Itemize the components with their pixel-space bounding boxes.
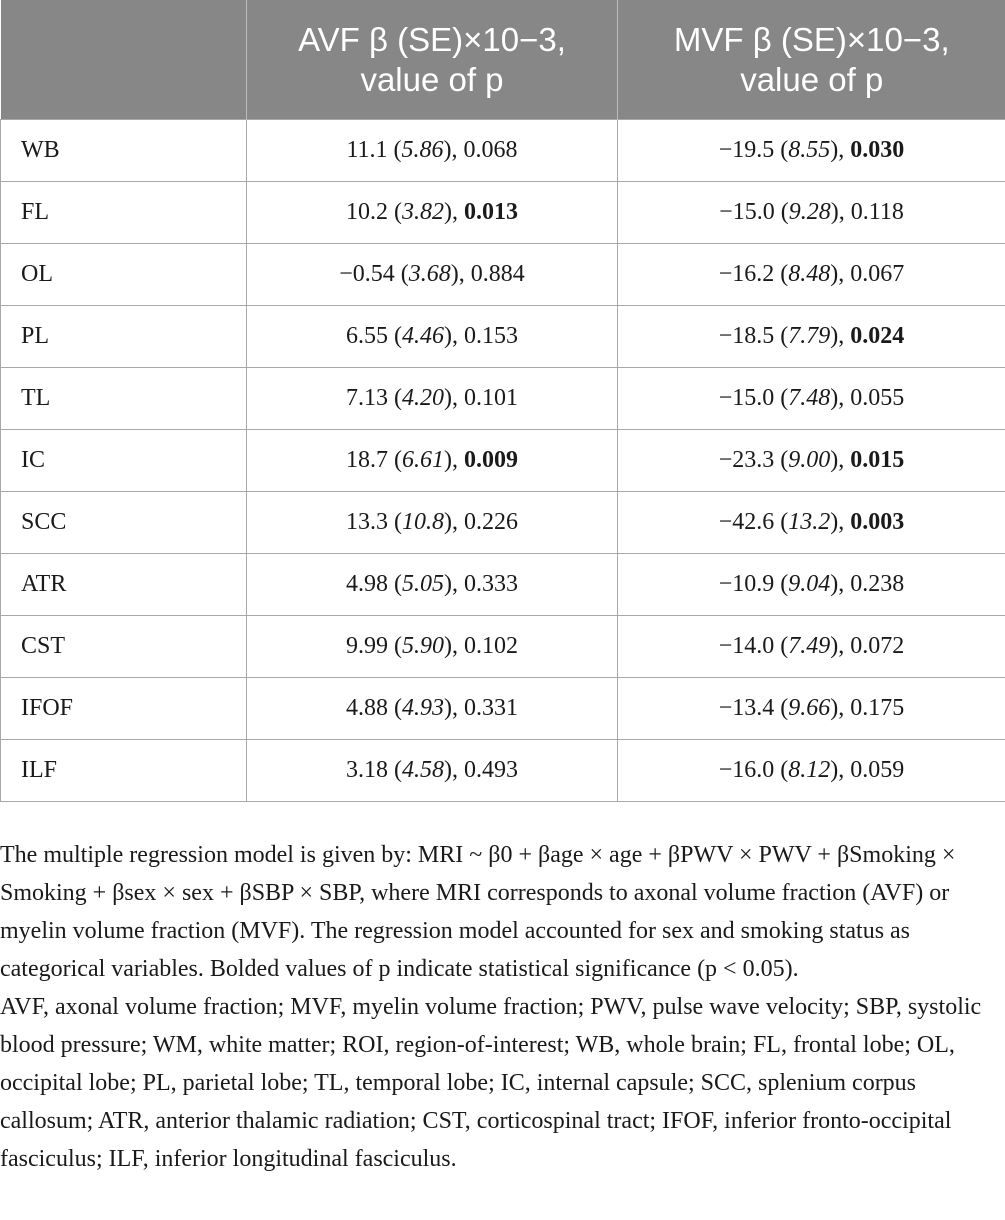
table-row xyxy=(1,740,1005,802)
mvf-p: 0.175 xyxy=(850,695,905,721)
mvf-beta: −18.5 xyxy=(718,323,775,349)
avf-p: 0.068 xyxy=(463,137,518,163)
mvf-p: 0.059 xyxy=(850,757,905,783)
mvf-p: 0.238 xyxy=(850,571,905,597)
avf-beta: −0.54 xyxy=(339,261,395,287)
mvf-se: 9.66 xyxy=(788,695,831,721)
abbreviations-note: AVF, axonal volume fraction; MVF, myelin volume fraction; PWV, pulse wave velocity; SBP, systolic blood pressure; WM, white matter; ROI, region-of-interest; WB, whole brain; FL, frontal lobe; OL, occipital lobe; PL, parietal lobe; TL, temporal lobe; IC, internal capsule; SCC, splenium corpus callosum; ATR, anterior thalamic radiation; CST, corticospinal tract; IFOF, inferior fronto-occipital fasciculus; ILF, inferior longitudinal fasciculus. xyxy=(0,994,982,1172)
avf-cell: 13.3 (10.8), 0.226 xyxy=(247,492,618,554)
mvf-se: 13.2 xyxy=(788,509,831,535)
header-avf-line1: AVF β (SE)×10−3, xyxy=(298,20,566,58)
avf-cell: −0.54 (3.68), 0.884 xyxy=(247,244,618,306)
mvf-p: 0.015 xyxy=(850,447,905,473)
header-region xyxy=(1,0,247,120)
mvf-beta: −19.5 xyxy=(718,137,775,163)
mvf-se: 8.48 xyxy=(788,261,831,287)
avf-beta: 13.3 xyxy=(346,509,388,535)
region-cell: OL xyxy=(1,244,247,306)
avf-beta: 3.18 xyxy=(346,757,388,783)
mvf-beta: −10.9 xyxy=(718,571,775,597)
header-avf-line2: value of p xyxy=(360,60,504,98)
avf-p: 0.013 xyxy=(464,199,518,225)
table-row xyxy=(1,430,1005,492)
mvf-cell: −19.5 (8.55), 0.030 xyxy=(618,120,1005,182)
avf-p: 0.493 xyxy=(464,757,518,783)
avf-p: 0.101 xyxy=(464,385,518,411)
model-intro: The multiple regression model is given by: MRI ~ xyxy=(0,842,489,868)
region-cell: FL xyxy=(1,182,247,244)
model-note xyxy=(0,836,1005,988)
avf-beta: 9.99 xyxy=(346,633,388,659)
avf-cell: 7.13 (4.20), 0.101 xyxy=(247,368,618,430)
region-cell: CST xyxy=(1,616,247,678)
avf-p: 0.884 xyxy=(470,261,525,287)
mvf-beta: −15.0 xyxy=(718,385,775,411)
avf-cell: 6.55 (4.46), 0.153 xyxy=(247,306,618,368)
region-cell: ILF xyxy=(1,740,247,802)
avf-p: 0.333 xyxy=(464,571,518,597)
avf-se: 4.93 xyxy=(402,695,444,721)
region-cell: WB xyxy=(1,120,247,182)
mvf-se: 9.00 xyxy=(788,447,831,473)
table-row xyxy=(1,306,1005,368)
mvf-cell: −10.9 (9.04), 0.238 xyxy=(618,554,1005,616)
avf-cell: 10.2 (3.82), 0.013 xyxy=(247,182,618,244)
avf-beta: 6.55 xyxy=(346,323,388,349)
header-mvf-line1: MVF β (SE)×10−3, xyxy=(673,20,950,58)
mvf-cell: −42.6 (13.2), 0.003 xyxy=(618,492,1005,554)
header-mvf-line2: value of p xyxy=(740,60,884,98)
mvf-p: 0.030 xyxy=(850,137,905,163)
avf-cell: 18.7 (6.61), 0.009 xyxy=(247,430,618,492)
mvf-se: 7.48 xyxy=(788,385,831,411)
mvf-beta: −15.0 xyxy=(719,199,775,225)
avf-cell: 3.18 (4.58), 0.493 xyxy=(247,740,618,802)
header-avf xyxy=(247,0,618,120)
table-row xyxy=(1,492,1005,554)
avf-se: 5.86 xyxy=(401,137,444,163)
region-cell: ATR xyxy=(1,554,247,616)
avf-cell: 9.99 (5.90), 0.102 xyxy=(247,616,618,678)
table-row xyxy=(1,368,1005,430)
table-row xyxy=(1,120,1005,182)
avf-beta: 10.2 xyxy=(346,199,388,225)
avf-p: 0.009 xyxy=(464,447,518,473)
mvf-beta: −42.6 xyxy=(718,509,775,535)
mvf-beta: −16.0 xyxy=(718,757,775,783)
model-outro: , where MRI corresponds to axonal volume fraction (AVF) or myelin volume fraction (MVF). The regression model accounted for sex and smoking status as categorical variables. Bolded values of p indicate statistical significance (p < 0.05). xyxy=(0,880,950,982)
table-row xyxy=(1,244,1005,306)
avf-beta: 4.98 xyxy=(346,571,388,597)
mvf-se: 7.49 xyxy=(788,633,831,659)
avf-se: 4.20 xyxy=(402,385,444,411)
mvf-se: 9.28 xyxy=(788,199,831,225)
mvf-cell: −16.2 (8.48), 0.067 xyxy=(618,244,1005,306)
avf-se: 3.68 xyxy=(408,261,451,287)
avf-se: 5.05 xyxy=(402,571,444,597)
mvf-p: 0.118 xyxy=(850,199,904,225)
avf-p: 0.153 xyxy=(464,323,518,349)
mvf-cell: −15.0 (7.48), 0.055 xyxy=(618,368,1005,430)
mvf-beta: −23.3 xyxy=(718,447,775,473)
avf-se: 10.8 xyxy=(402,509,444,535)
mvf-beta: −13.4 xyxy=(718,695,775,721)
region-cell: IFOF xyxy=(1,678,247,740)
avf-cell: 4.98 (5.05), 0.333 xyxy=(247,554,618,616)
avf-p: 0.226 xyxy=(464,509,518,535)
mvf-se: 8.55 xyxy=(788,137,831,163)
region-cell: SCC xyxy=(1,492,247,554)
avf-se: 4.58 xyxy=(402,757,444,783)
table-row xyxy=(1,182,1005,244)
avf-se: 5.90 xyxy=(402,633,444,659)
mvf-cell: −15.0 (9.28), 0.118 xyxy=(618,182,1005,244)
mvf-beta: −16.2 xyxy=(718,261,775,287)
avf-cell: 11.1 (5.86), 0.068 xyxy=(247,120,618,182)
avf-se: 3.82 xyxy=(402,199,444,225)
mvf-beta: −14.0 xyxy=(718,633,775,659)
header-row xyxy=(1,0,1005,120)
table-row xyxy=(1,616,1005,678)
mvf-p: 0.067 xyxy=(850,261,905,287)
mvf-cell: −23.3 (9.00), 0.015 xyxy=(618,430,1005,492)
mvf-se: 8.12 xyxy=(788,757,831,783)
table-row xyxy=(1,678,1005,740)
avf-se: 4.46 xyxy=(402,323,444,349)
mvf-p: 0.003 xyxy=(850,509,905,535)
mvf-se: 9.04 xyxy=(788,571,831,597)
avf-beta: 7.13 xyxy=(346,385,388,411)
mvf-p: 0.024 xyxy=(850,323,905,349)
region-cell: IC xyxy=(1,430,247,492)
avf-se: 6.61 xyxy=(402,447,444,473)
table-footnotes xyxy=(0,836,1005,1178)
avf-p: 0.102 xyxy=(464,633,518,659)
avf-cell: 4.88 (4.93), 0.331 xyxy=(247,678,618,740)
avf-beta: 4.88 xyxy=(346,695,388,721)
table-row xyxy=(1,554,1005,616)
mvf-cell: −16.0 (8.12), 0.059 xyxy=(618,740,1005,802)
header-mvf xyxy=(618,0,1005,120)
mvf-cell: −14.0 (7.49), 0.072 xyxy=(618,616,1005,678)
model-formula: β0 + βage × age + βPWV × PWV + βSmoking × Smoking + βsex × sex + βSBP × SBP xyxy=(0,842,956,906)
region-cell: PL xyxy=(1,306,247,368)
table-body xyxy=(1,120,1005,802)
mvf-p: 0.072 xyxy=(850,633,905,659)
mvf-cell: −18.5 (7.79), 0.024 xyxy=(618,306,1005,368)
mvf-p: 0.055 xyxy=(850,385,905,411)
mvf-se: 7.79 xyxy=(788,323,831,349)
region-cell: TL xyxy=(1,368,247,430)
avf-beta: 18.7 xyxy=(346,447,388,473)
avf-p: 0.331 xyxy=(464,695,518,721)
mvf-cell: −13.4 (9.66), 0.175 xyxy=(618,678,1005,740)
avf-beta: 11.1 xyxy=(346,137,388,163)
